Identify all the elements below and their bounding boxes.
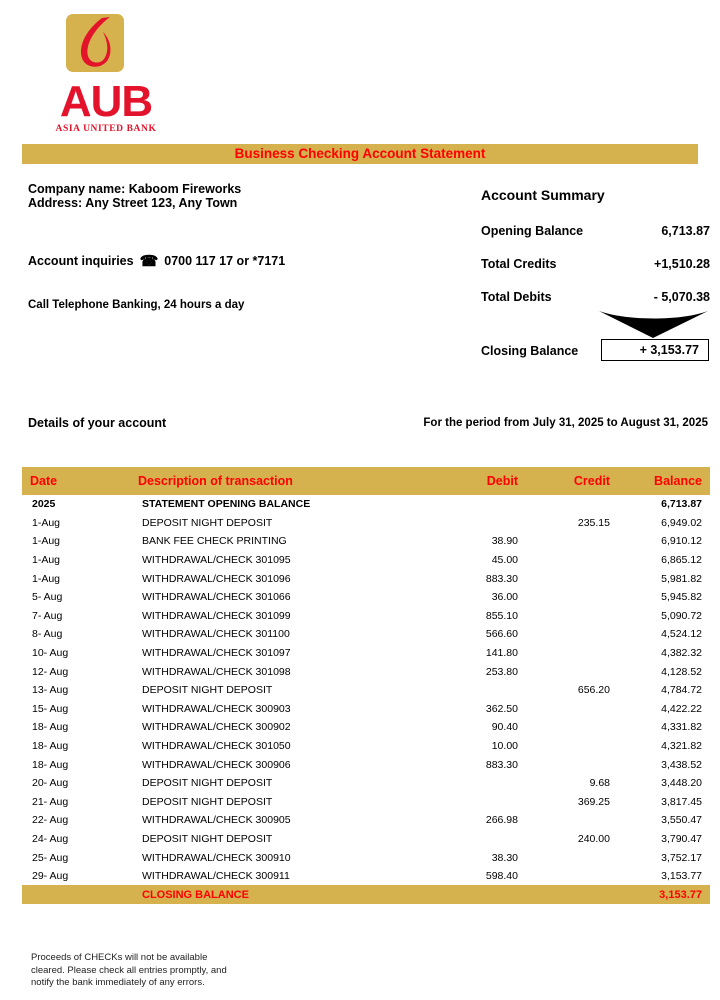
cell-date: 13- Aug (32, 684, 69, 697)
statement-footer-note (31, 952, 227, 990)
bank-tagline: ASIA UNITED BANK (55, 124, 157, 134)
cell-credit (526, 551, 618, 570)
cell-credit (526, 867, 618, 886)
cell-balance: 4,524.12 (661, 628, 702, 641)
table-row (22, 774, 710, 793)
footer-line-1: Proceeds of CHECKs will not be available (31, 952, 208, 963)
cell-debit: 566.60 (485, 628, 518, 641)
cell-desc: WITHDRAWAL/CHECK 301066 (142, 591, 291, 604)
cell-balance: 3,153.77 (661, 870, 702, 883)
account-inquiries-label: Account inquiries (28, 253, 134, 268)
total-debits-value: - 5,070.38 (653, 290, 710, 304)
cell-desc: CLOSING BALANCE (130, 885, 430, 904)
cell-debit: 38.30 (491, 851, 518, 864)
transactions-table (22, 467, 710, 904)
telephone-icon: ☎ (139, 253, 159, 270)
column-header-credit[interactable]: Credit (526, 467, 618, 495)
total-credits-value: +1,510.28 (654, 257, 710, 271)
table-row (22, 681, 710, 700)
cell-balance: 4,382.32 (661, 647, 702, 660)
bank-logo (36, 14, 176, 142)
cell-debit (430, 495, 526, 514)
column-header-date[interactable]: Date (22, 467, 130, 495)
details-heading: Details of your account (28, 416, 167, 430)
cell-credit (526, 848, 618, 867)
cell-desc: DEPOSIT NIGHT DEPOSIT (142, 777, 273, 790)
table-row (22, 662, 710, 681)
cell-balance: 3,153.77 (618, 885, 710, 904)
cell-credit (526, 885, 618, 904)
cell-balance: 3,817.45 (661, 795, 702, 808)
cell-date: 12- Aug (32, 665, 69, 678)
cell-debit: 883.30 (485, 572, 518, 585)
cell-desc: DEPOSIT NIGHT DEPOSIT (142, 516, 273, 529)
table-row (22, 551, 710, 570)
closing-balance-value: + 3,153.77 (639, 343, 699, 357)
table-row (22, 700, 710, 719)
cell-desc: WITHDRAWAL/CHECK 301100 (142, 628, 290, 641)
cell-desc: WITHDRAWAL/CHECK 300911 (142, 870, 290, 883)
footer-line-3: notify the bank immediately of any errors. (31, 977, 205, 988)
footer-line-2: cleared. Please check all entries promptly, and (31, 964, 227, 976)
closing-balance-row (22, 885, 710, 904)
transactions-table-body (22, 495, 710, 904)
cell-balance: 3,438.52 (661, 758, 702, 771)
company-name-line: Company name: Kaboom Fireworks (28, 182, 242, 196)
cell-date: 8- Aug (32, 628, 63, 641)
cell-credit (526, 644, 618, 663)
cell-balance: 4,422.22 (661, 702, 702, 715)
table-row (22, 495, 710, 514)
cell-desc: DEPOSIT NIGHT DEPOSIT (142, 684, 273, 697)
table-row (22, 811, 710, 830)
telephone-banking-note: Call Telephone Banking, 24 hours a day (28, 299, 245, 311)
cell-debit: 253.80 (485, 665, 518, 678)
cell-debit: 141.80 (485, 647, 518, 660)
cell-debit: 45.00 (491, 554, 518, 567)
cell-credit: 240.00 (577, 832, 610, 845)
cell-desc: DEPOSIT NIGHT DEPOSIT (142, 832, 273, 845)
cell-debit (430, 681, 526, 700)
cell-credit (526, 755, 618, 774)
cell-date: 21- Aug (32, 795, 69, 808)
transactions-table-header (22, 467, 710, 495)
cell-debit: 90.40 (491, 721, 518, 734)
cell-balance: 3,448.20 (661, 777, 702, 790)
cell-balance: 6,910.12 (661, 535, 702, 548)
opening-balance-label: Opening Balance (481, 224, 584, 238)
cell-debit: 38.90 (491, 535, 518, 548)
cell-date: 24- Aug (32, 832, 69, 845)
cell-debit (430, 514, 526, 533)
statement-period: For the period from July 31, 2025 to August 31, 2025 (423, 417, 708, 429)
cell-desc: STATEMENT OPENING BALANCE (142, 498, 311, 511)
cell-balance: 4,321.82 (661, 740, 702, 753)
table-row (22, 514, 710, 533)
cell-debit: 598.40 (485, 870, 518, 883)
cell-debit: 10.00 (491, 740, 518, 753)
cell-date: 25- Aug (32, 851, 69, 864)
cell-debit: 36.00 (491, 591, 518, 604)
cell-debit: 266.98 (485, 814, 518, 827)
cell-desc: WITHDRAWAL/CHECK 301099 (142, 609, 291, 622)
table-row (22, 532, 710, 551)
table-row (22, 718, 710, 737)
cell-debit (430, 830, 526, 849)
cell-date: 1-Aug (32, 554, 61, 567)
closing-balance-box (601, 339, 709, 361)
cell-desc: WITHDRAWAL/CHECK 300903 (142, 702, 291, 715)
cell-balance: 5,090.72 (661, 609, 702, 622)
cell-balance: 4,128.52 (661, 665, 702, 678)
cell-credit (526, 569, 618, 588)
cell-date: 10- Aug (32, 647, 69, 660)
company-address-line: Address: Any Street 123, Any Town (28, 196, 238, 210)
table-row (22, 737, 710, 756)
cell-credit (526, 662, 618, 681)
cell-desc: WITHDRAWAL/CHECK 301096 (142, 572, 291, 585)
cell-date: 1-Aug (32, 516, 61, 529)
cell-date (22, 885, 130, 904)
cell-credit (526, 625, 618, 644)
column-header-balance[interactable]: Balance (618, 467, 710, 495)
table-row (22, 644, 710, 663)
cell-date: 18- Aug (32, 740, 69, 753)
table-row (22, 830, 710, 849)
cell-date: 1-Aug (32, 572, 61, 585)
cell-credit: 9.68 (589, 777, 610, 790)
cell-balance: 3,550.47 (661, 814, 702, 827)
table-row (22, 793, 710, 812)
cell-credit: 235.15 (577, 516, 610, 529)
table-row (22, 588, 710, 607)
table-row (22, 867, 710, 886)
cell-balance: 5,981.82 (661, 572, 702, 585)
cell-balance: 4,331.82 (661, 721, 702, 734)
table-row (22, 607, 710, 626)
cell-date: 18- Aug (32, 721, 69, 734)
cell-desc: WITHDRAWAL/CHECK 301050 (142, 740, 291, 753)
cell-date: 18- Aug (32, 758, 69, 771)
bank-wordmark: AUB (59, 77, 153, 126)
cell-desc: WITHDRAWAL/CHECK 301098 (142, 665, 291, 678)
table-row (22, 569, 710, 588)
cell-debit: 855.10 (485, 609, 518, 622)
cell-credit (526, 737, 618, 756)
cell-credit (526, 588, 618, 607)
account-inquiries-row (28, 253, 285, 268)
cell-credit (526, 532, 618, 551)
column-header-debit[interactable]: Debit (430, 467, 526, 495)
cell-desc: BANK FEE CHECK PRINTING (142, 535, 287, 548)
cell-desc: WITHDRAWAL/CHECK 300902 (142, 721, 291, 734)
cell-desc: WITHDRAWAL/CHECK 300906 (142, 758, 291, 771)
cell-debit (430, 885, 526, 904)
total-credits-label: Total Credits (481, 257, 557, 271)
cell-balance: 6,949.02 (661, 516, 702, 529)
cell-credit: 369.25 (577, 795, 610, 808)
cell-credit (526, 718, 618, 737)
table-row (22, 755, 710, 774)
cell-balance: 3,752.17 (661, 851, 702, 864)
cell-date: 5- Aug (32, 591, 63, 604)
cell-debit: 883.30 (485, 758, 518, 771)
closing-balance-label: Closing Balance (481, 344, 579, 358)
cell-credit (526, 811, 618, 830)
cell-date: 20- Aug (32, 777, 69, 790)
cell-date: 29- Aug (32, 870, 69, 883)
account-summary-title: Account Summary (481, 187, 605, 203)
cell-balance: 6,713.87 (661, 498, 702, 511)
cell-debit (430, 774, 526, 793)
column-header-description[interactable]: Description of transaction (130, 467, 430, 495)
cell-date: 1-Aug (32, 535, 61, 548)
cell-credit (526, 495, 618, 514)
opening-balance-value: 6,713.87 (661, 224, 710, 238)
cell-date: 2025 (32, 498, 56, 511)
cell-credit: 656.20 (577, 684, 610, 697)
down-arrow-icon (597, 309, 710, 339)
cell-credit (526, 607, 618, 626)
cell-date: 22- Aug (32, 814, 69, 827)
statement-title-bar: Business Checking Account Statement (22, 144, 698, 164)
cell-date: 15- Aug (32, 702, 69, 715)
cell-desc: WITHDRAWAL/CHECK 300905 (142, 814, 291, 827)
cell-debit: 362.50 (485, 702, 518, 715)
cell-credit (526, 700, 618, 719)
cell-debit (430, 793, 526, 812)
cell-balance: 5,945.82 (661, 591, 702, 604)
cell-balance: 3,790.47 (661, 832, 702, 845)
table-row (22, 848, 710, 867)
cell-desc: DEPOSIT NIGHT DEPOSIT (142, 795, 273, 808)
cell-balance: 6,865.12 (661, 554, 702, 567)
aub-logo-mark-icon (64, 14, 130, 80)
cell-desc: WITHDRAWAL/CHECK 301095 (142, 554, 291, 567)
account-inquiries-phone: 0700 117 17 or *7171 (164, 253, 286, 268)
cell-desc: WITHDRAWAL/CHECK 301097 (142, 647, 291, 660)
table-row (22, 625, 710, 644)
total-debits-label: Total Debits (481, 290, 552, 304)
table-header-row (22, 467, 710, 495)
cell-balance: 4,784.72 (661, 684, 702, 697)
cell-desc: WITHDRAWAL/CHECK 300910 (142, 851, 291, 864)
cell-date: 7- Aug (32, 609, 63, 622)
